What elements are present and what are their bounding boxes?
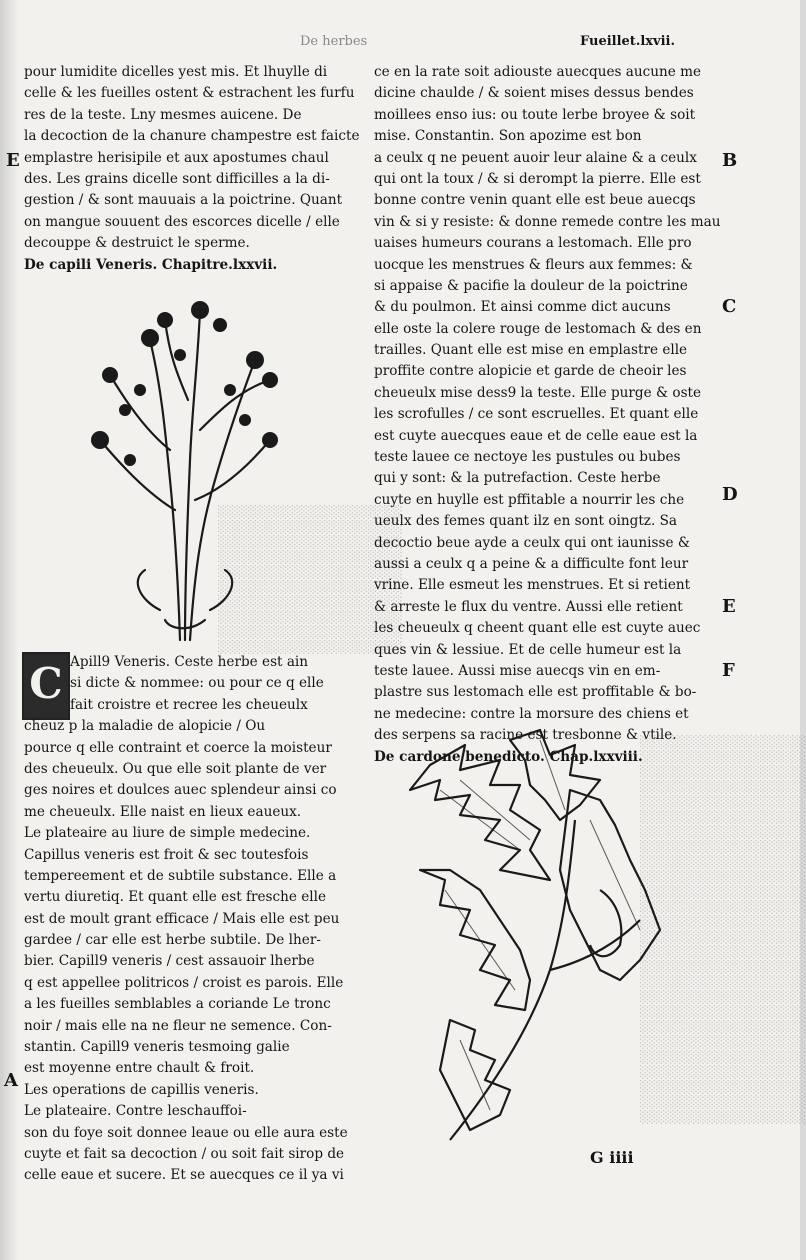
text-line: uaises humeurs courans a lestomach. Elle pro xyxy=(374,235,692,252)
text-line: si appaise & pacifie la douleur de la poictrine xyxy=(374,277,688,294)
signature-mark: G iiii xyxy=(590,1148,634,1167)
text-line: res de la teste. Lny mesmes auicene. De xyxy=(24,106,302,123)
text-line: elle oste la colere rouge de lestomach & des en xyxy=(374,320,702,337)
text-line: ques vin & lessiue. Et de celle humeur est la xyxy=(374,641,682,658)
text-line: vertu diuretiq. Et quant elle est fresche elle xyxy=(24,889,327,906)
text-line: mise. Constantin. Son apozime est bon xyxy=(374,128,642,145)
text-line: Le plateaire. Contre leschauffoi- xyxy=(24,1103,247,1120)
text-line: vin & si y resiste: & donne remede contre les mau xyxy=(374,213,721,230)
text-line: des cheueulx. Ou que elle soit plante de ver xyxy=(24,760,327,777)
text-line: gestion / & sont mauuais a la poictrine. Quant xyxy=(24,192,343,209)
text-line: plastre sus lestomach elle est proffitable & bo- xyxy=(374,684,697,701)
text-line: a les fueilles semblables a coriande Le tronc xyxy=(24,996,331,1013)
text-line: cheueulx mise dess9 la teste. Elle purge & oste xyxy=(374,384,702,401)
text-line: bonne contre venin quant elle est beue auecqs xyxy=(374,192,696,209)
text-line: & du poulmon. Et ainsi comme dict aucuns xyxy=(374,299,671,316)
cardone-benedicto-woodcut xyxy=(400,730,670,1150)
text-line: decoctio beue ayde a ceulx qui ont iaunisse & xyxy=(374,534,690,551)
text-line: fait croistre et recree les cheueulx xyxy=(70,696,308,713)
text-line: dicine chaulde / & soient mises dessus bendes xyxy=(374,85,694,102)
text-line: pource q elle contraint et coerce la moisteur xyxy=(24,739,332,756)
capillus-veneris-woodcut xyxy=(70,280,300,650)
running-head-left: De herbes xyxy=(300,34,368,49)
text-line: bier. Capill9 veneris / cest assauoir lherbe xyxy=(24,953,315,970)
text-line: ne medecine: contre la morsure des chiens et xyxy=(374,705,689,722)
text-line: est de moult grant efficace / Mais elle est peu xyxy=(24,910,340,927)
text-line: stantin. Capill9 veneris tesmoing galie xyxy=(24,1039,290,1056)
text-line: Capillus veneris est froit & sec toutesfois xyxy=(24,846,309,863)
text-line: cheuz p la maladie de alopicie / Ou xyxy=(24,718,266,735)
left-column-top-text xyxy=(24,62,360,276)
text-line: q est appellee politricos / croist es parois. Elle xyxy=(24,974,344,991)
text-line: teste lauee. Aussi mise auecqs vin en em- xyxy=(374,662,661,679)
margin-letter: A xyxy=(4,1070,18,1091)
text-line: a ceulx q ne peuent auoir leur alaine & a ceulx xyxy=(374,149,697,166)
text-line: on mangue souuent des escorces dicelle / elle xyxy=(24,213,340,230)
text-line: son du foye soit donnee leaue ou elle aura este xyxy=(24,1124,348,1141)
text-line: emplastre herisipile et aux apostumes chaul xyxy=(24,149,329,166)
text-line: noir / mais elle na ne fleur ne semence. Con- xyxy=(24,1017,332,1034)
text-line: celle eaue et sucere. Et se auecques ce il ya vi xyxy=(24,1167,344,1184)
text-line: est cuyte auecques eaue et de celle eaue est la xyxy=(374,427,698,444)
bleed-through-left: ░░░░░░░░░░░░░░░░░░░░ ░░░░░░░░░░░░░░░░░░░░ ░░░░░░░░░░░░░░░░░░░░ ░░░░░░░░░░░░░░░░░░░░ ░░░░░░░░░░░░░░░░░░░░ ░░░░░░░░░░░░░░░░░░░░ ░░░░░░░░░░░░░░░░░░░░ ░░░░░░░░░░░░░░░░░░░░ ░░░░░░░░░░░░░░░░░░░░ ░░░░░░░░░░░░░░░░░░░░ xyxy=(218,505,403,654)
text-line: proffite contre alopicie et garde de cheoir les xyxy=(374,363,687,380)
text-line: est moyenne entre chault & froit. xyxy=(24,1060,255,1077)
text-line: des serpens sa racine est tresbonne & vtile. xyxy=(374,727,677,744)
text-line: vrine. Elle esmeut les menstrues. Et si retient xyxy=(374,577,691,594)
text-line: la decoction de la chanure champestre est faicte xyxy=(24,128,360,145)
margin-letter: B xyxy=(722,150,738,171)
margin-letter: F xyxy=(722,660,735,681)
chapter-heading: De capili Veneris. Chapitre.lxxvii. xyxy=(24,256,278,273)
bleed-through-right: ░░░░░░░░░░░░░░░░░░ ░░░░░░░░░░░░░░░░░░ ░░░░░░░░░░░░░░░░░░ ░░░░░░░░░░░░░░░░░░ ░░░░░░░░░░░░░░░░░░ ░░░░░░░░░░░░░░░░░░ ░░░░░░░░░░░░░░░░░░ ░░░░░░░░░░░░░░░░░░ ░░░░░░░░░░░░░░░░░░ ░░░░░░░░░░░░░░░░░░ ░░░░░░░░░░░░░░░░░░ ░░░░░░░░░░░░░░░░░░ ░░░░░░░░░░░░░░░░░░ ░░░░░░░░░░░░░░░░░░ ░░░░░░░░░░░░░░░░░░ ░░░░░░░░░░░░░░░░░░ ░░░░░░░░░░░░░░░░░░ ░░░░░░░░░░░░░░░░░░ ░░░░░░░░░░░░░░░░░░ ░░░░░░░░░░░░░░░░░░ ░░░░░░░░░░░░░░░░░░ ░░░░░░░░░░░░░░░░░░ ░░░░░░░░░░░░░░░░░░ ░░░░░░░░░░░░░░░░░░ ░░░░░░░░░░░░░░░░░░ ░░░░░░░░░░░░░░░░░░ xyxy=(640,735,806,1124)
margin-letter: D xyxy=(722,484,738,505)
text-line: ueulx des femes quant ilz en sont oingtz. Sa xyxy=(374,513,678,530)
text-line: si dicte & nommee: ou pour ce q elle xyxy=(70,675,324,692)
text-line: ges noires et doulces auec splendeur ainsi co xyxy=(24,782,337,799)
text-line: Les operations de capillis veneris. xyxy=(24,1081,259,1098)
text-line: aussi a ceulx q a peine & a difficulte font leur xyxy=(374,555,689,572)
text-line: tempereement et de subtile substance. Elle a xyxy=(24,867,337,884)
right-column-text xyxy=(374,62,721,768)
margin-letter: E xyxy=(6,150,20,171)
left-column-bottom-text xyxy=(24,652,354,1187)
text-line: & arreste le flux du ventre. Aussi elle retient xyxy=(374,598,683,615)
text-line: cuyte en huylle est pffitable a nourrir les che xyxy=(374,491,685,508)
text-line: uocque les menstrues & fleurs aux femmes: & xyxy=(374,256,693,273)
text-line: teste lauee ce nectoye les pustules ou bubes xyxy=(374,449,681,466)
running-head-folio: Fueillet.lxvii. xyxy=(580,34,675,49)
text-line: qui y sont: & la putrefaction. Ceste herbe xyxy=(374,470,661,487)
text-line: les cheueulx q cheent quant elle est cuyte auec xyxy=(374,620,701,637)
text-line: les scrofulles / ce sont escruelles. Et quant elle xyxy=(374,406,699,423)
margin-letter: E xyxy=(722,596,736,617)
text-line: cuyte et fait sa decoction / ou soit fait sirop de xyxy=(24,1145,345,1162)
text-line: qui ont la toux / & si derompt la pierre. Elle est xyxy=(374,170,701,187)
text-line: Le plateaire au liure de simple medecine. xyxy=(24,825,311,842)
text-line: decouppe & destruict le sperme. xyxy=(24,235,250,252)
text-line: moillees enso ius: ou toute lerbe broyee & soit xyxy=(374,106,696,123)
chapter-heading: De cardone benedicto. Chap.lxxviii. xyxy=(374,748,643,765)
text-line: pour lumidite dicelles yest mis. Et lhuylle di xyxy=(24,64,328,80)
text-line: gardee / car elle est herbe subtile. De lher- xyxy=(24,932,321,949)
drop-cap: C xyxy=(22,652,70,720)
text-line: me cheueulx. Elle naist en lieux eaueux. xyxy=(24,803,302,820)
text-line: trailles. Quant elle est mise en emplastre elle xyxy=(374,342,688,359)
text-line: des. Les grains dicelle sont difficilles a la di- xyxy=(24,170,330,187)
margin-letter: C xyxy=(722,296,737,317)
text-line: celle & les fueilles ostent & estrachent les furfu xyxy=(24,85,355,102)
text-line: ce en la rate soit adiouste auecques aucune me xyxy=(374,64,702,80)
text-line: Apill9 Veneris. Ceste herbe est ain xyxy=(70,654,309,670)
